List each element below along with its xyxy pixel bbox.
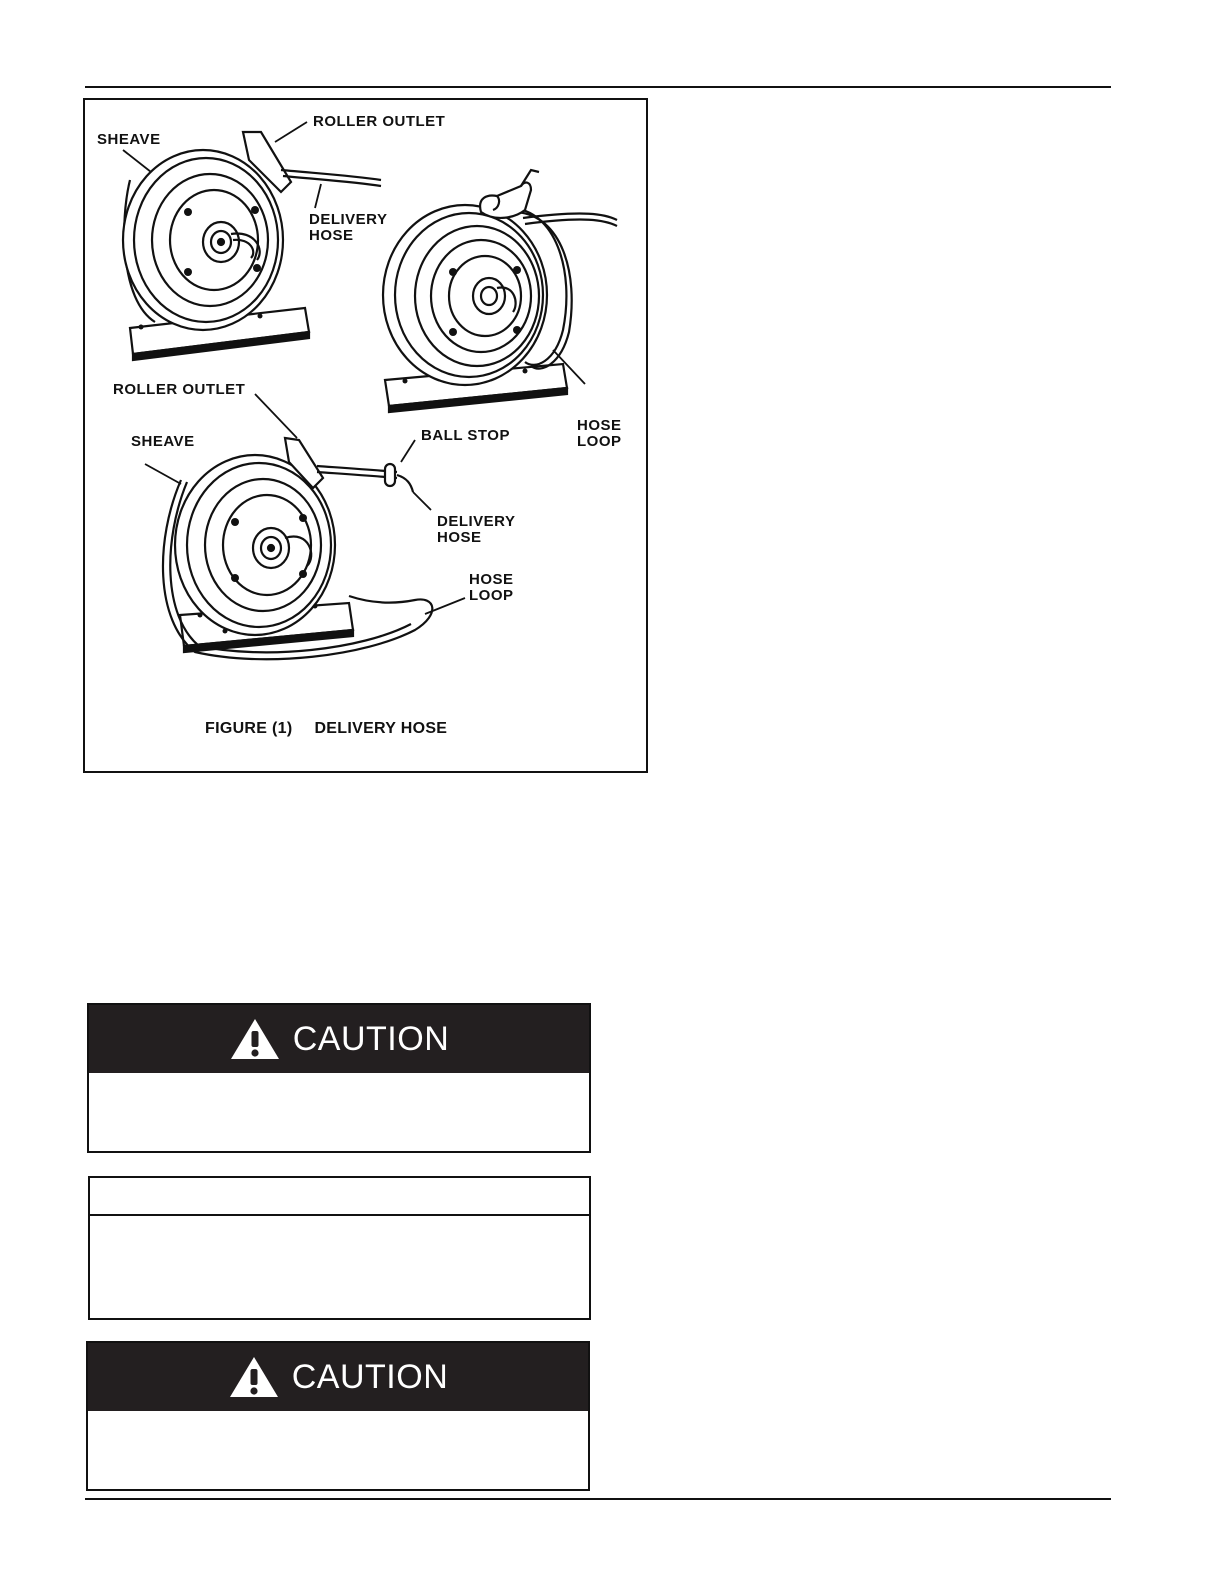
caution-header <box>88 1343 588 1411</box>
label-hose-loop-right-line1: HOSE <box>577 417 622 434</box>
header-rule <box>85 86 1111 88</box>
notice-header <box>90 1178 589 1216</box>
label-delivery-bottom-line2: HOSE <box>437 529 482 546</box>
label-sheave-bottom: SHEAVE <box>131 433 195 450</box>
warning-triangle-icon <box>229 1017 281 1061</box>
label-hose-loop-right-line2: LOOP <box>577 433 622 450</box>
label-delivery-bottom-line1: DELIVERY <box>437 513 516 530</box>
label-ball-stop: BALL STOP <box>421 427 510 444</box>
caution-box-2 <box>86 1341 590 1491</box>
label-hose-loop-bottom-line2: LOOP <box>469 587 514 604</box>
warning-triangle-icon <box>228 1355 280 1399</box>
label-delivery-top-line1: DELIVERY <box>309 211 388 228</box>
figure-number: FIGURE (1) <box>205 720 293 737</box>
caution-box-1 <box>87 1003 591 1153</box>
caution-title: CAUTION <box>292 1019 450 1058</box>
label-roller-outlet-top: ROLLER OUTLET <box>313 113 446 130</box>
label-roller-outlet-bottom: ROLLER OUTLET <box>113 381 246 398</box>
reel-3 <box>163 438 432 659</box>
caution-header <box>89 1005 589 1073</box>
footer-rule <box>85 1498 1111 1500</box>
reel-1 <box>123 132 381 360</box>
figure-title: DELIVERY HOSE <box>314 720 448 737</box>
label-hose-loop-bottom-line1: HOSE <box>469 571 514 588</box>
notice-box <box>88 1176 591 1320</box>
figure-delivery-hose <box>83 98 648 773</box>
caution-title: CAUTION <box>291 1357 449 1396</box>
reel-2 <box>383 170 617 412</box>
figure-caption <box>205 720 447 738</box>
label-sheave-top: SHEAVE <box>97 131 161 148</box>
label-delivery-top-line2: HOSE <box>309 227 354 244</box>
